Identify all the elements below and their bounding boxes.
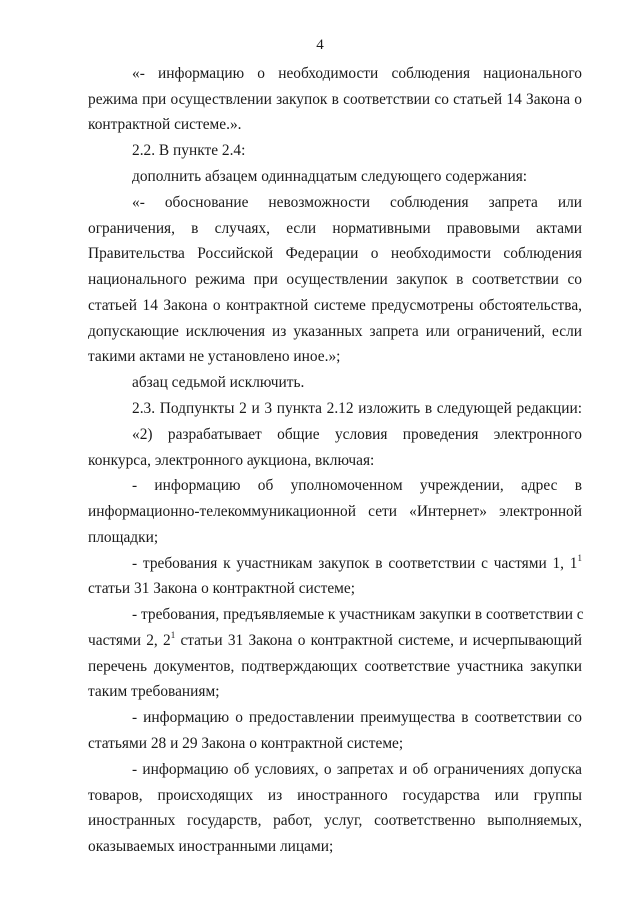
text-line: ограничения, в случаях, если нормативными правовыми актами <box>88 220 582 237</box>
text-line: 2.3. Подпункты 2 и 3 пункта 2.12 изложить в следующей редакции: <box>132 400 582 417</box>
text-line: «- информацию о необходимости соблюдения национального <box>132 65 582 82</box>
text-line: такими актами не установлено иное.»; <box>88 348 341 365</box>
text-line: допускающие исключения из указанных запрета или ограничений, если <box>88 323 582 340</box>
text-line: 2.2. В пункте 2.4: <box>132 142 246 159</box>
text-line: контрактной системе.». <box>88 116 242 133</box>
text-line: «- обоснование невозможности соблюдения запрета или <box>132 194 582 211</box>
page-number: 4 <box>316 37 324 53</box>
text-line: - информацию об условиях, о запретах и об ограничениях допуска <box>132 761 582 778</box>
text-line: перечень документов, подтверждающих соответствие участника закупки <box>88 658 582 675</box>
text-line: дополнить абзацем одиннадцатым следующего содержания: <box>132 168 528 185</box>
text-line: национального режима при осуществлении закупок в соответствии со <box>88 271 582 288</box>
text-line: режима при осуществлении закупок в соответствии со статьей 14 Закона о <box>88 91 582 108</box>
text-line: иностранных государств, работ, услуг, соответственно выполняемых, <box>88 812 582 829</box>
text-line: Правительства Российской Федерации о необходимости соблюдения <box>88 245 582 262</box>
text-line: товаров, происходящих из иностранного государства или группы <box>88 787 582 804</box>
text-line: «2) разрабатывает общие условия проведения электронного <box>132 426 582 443</box>
text-line: статьей 14 Закона о контрактной системе предусмотрены обстоятельства, <box>88 297 582 314</box>
text-line: частями 2, $2^1$ статьи 31 Закона о контрактной системе, и исчерпывающий <box>88 629 582 649</box>
text-line: оказываемых иностранными лицами; <box>88 838 334 855</box>
text-line: - требования к участникам закупок в соответствии с частями 1, $1^1$ <box>132 552 582 572</box>
text-line: - информацию об уполномоченном учреждении, адрес в <box>132 477 582 494</box>
superscript: 1 <box>577 552 582 563</box>
superscript: 1 <box>170 629 176 640</box>
text-line: таким требованиям; <box>88 683 220 700</box>
text-line: конкурса, электронного аукциона, включая: <box>88 452 375 469</box>
text-line: статьи 31 Закона о контрактной системе; <box>88 580 356 597</box>
text-line: - информацию о предоставлении преимущества в соответствии со <box>132 709 582 726</box>
text-line: абзац седьмой исключить. <box>132 374 305 391</box>
text-line: информационно-телекоммуникационной сети «Интернет» электронной <box>88 503 582 520</box>
text-line: площадки; <box>88 529 159 546</box>
text-line: статьями 28 и 29 Закона о контрактной системе; <box>88 735 404 752</box>
text-line: - требования, предъявляемые к участникам закупки в соответствии с <box>132 606 584 623</box>
